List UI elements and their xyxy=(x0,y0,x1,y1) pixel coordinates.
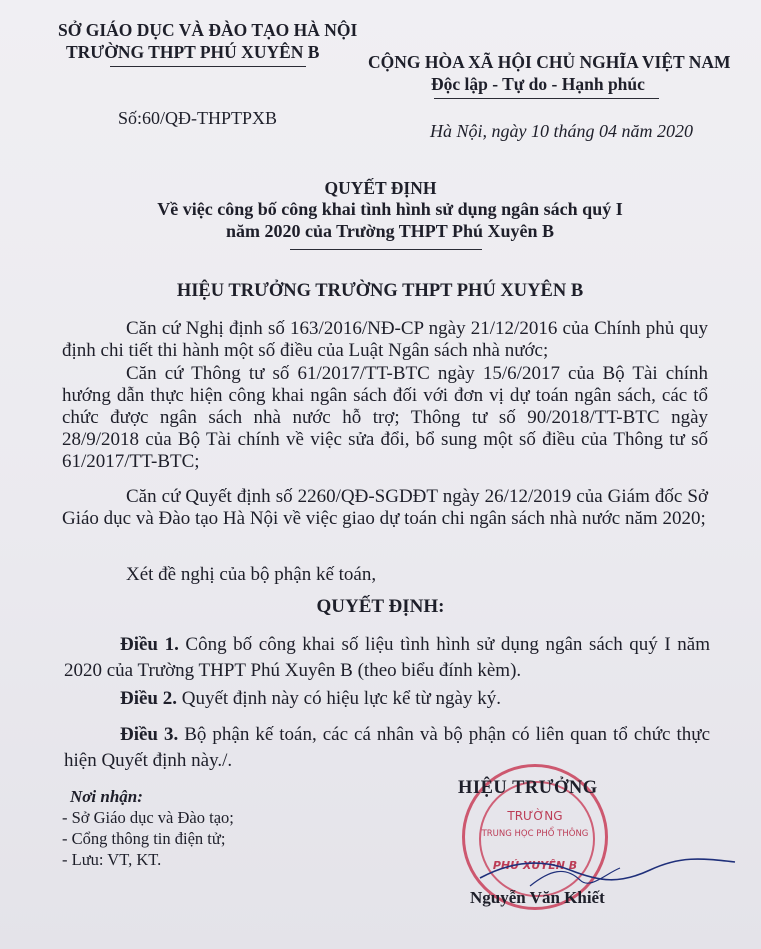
recipients-title: Nơi nhận: xyxy=(70,787,143,806)
place-date: Hà Nội, ngày 10 tháng 04 năm 2020 xyxy=(430,121,693,141)
recipient-item: - Sở Giáo dục và Đào tạo; xyxy=(62,808,234,827)
recipient-item: - Cổng thông tin điện tử; xyxy=(62,829,226,848)
legal-basis-2-text: Căn cứ Thông tư số 61/2017/TT-BTC ngày 15/6/2017 của Bộ Tài chính hướng dẫn thực hiện công khai ngân sách đối với đơn vị dự toán ngân sách, các tổ chức được ngân sách nhà nước hỗ trợ; Thông tư số 90/2018/TT-BTC ngày 28/9/2018 của Bộ Tài chính về việc sửa đổi, bổ sung một số điều của Thông tư số 61/2017/TT-BTC; xyxy=(62,363,708,472)
article-2-text: Quyết định này có hiệu lực kể từ ngày ký. xyxy=(177,688,501,709)
legal-basis-3-text: Căn cứ Quyết định số 2260/QĐ-SGDĐT ngày 26/12/2019 của Giám đốc Sở Giáo dục và Đào tạo Hà Nội về việc giao dự toán chi ngân sách nhà nước năm 2020; xyxy=(62,486,708,529)
national-motto: Độc lập - Tự do - Hạnh phúc xyxy=(431,74,645,94)
article-1-text: Công bố công khai số liệu tình hình sử dụng ngân sách quý I năm 2020 của Trường THPT Phú Xuyên B (theo biểu đính kèm). xyxy=(64,634,711,681)
decision-heading: QUYẾT ĐỊNH: xyxy=(316,596,445,617)
proposal-basis-text: Xét đề nghị của bộ phận kế toán, xyxy=(126,564,377,585)
seal-text-line-3: PHÚ XUYÊN B xyxy=(492,859,578,872)
article-3 xyxy=(64,722,710,774)
department-name: SỞ GIÁO DỤC VÀ ĐÀO TẠO HÀ NỘI xyxy=(58,20,358,40)
school-name: TRƯỜNG THPT PHÚ XUYÊN B xyxy=(66,42,320,62)
seal-text-line-1: TRƯỜNG xyxy=(507,809,563,823)
school-underline xyxy=(110,66,306,67)
national-title: CỘNG HÒA XÃ HỘI CHỦ NGHĨA VIỆT NAM xyxy=(368,52,731,72)
legal-basis-2 xyxy=(62,363,708,473)
recipient-item: - Lưu: VT, KT. xyxy=(62,850,162,869)
article-1-label: Điều 1. xyxy=(120,634,179,655)
article-1 xyxy=(64,632,710,684)
issuing-authority: HIỆU TRƯỞNG TRƯỜNG THPT PHÚ XUYÊN B xyxy=(176,281,584,301)
article-2 xyxy=(64,688,710,710)
document-number: Số:60/QĐ-THPTPXB xyxy=(118,108,278,128)
proposal-basis xyxy=(62,564,708,586)
decision-subject-line-1: Về việc công bố công khai tình hình sử dụng ngân sách quý I xyxy=(157,199,623,219)
article-3-text: Bộ phận kế toán, các cá nhân và bộ phận có liên quan tổ chức thực hiện Quyết định này./. xyxy=(64,724,710,771)
motto-underline xyxy=(434,98,659,99)
decision-title: QUYẾT ĐỊNH xyxy=(324,178,437,198)
decision-subject-line-2: năm 2020 của Trường THPT Phú Xuyên B xyxy=(225,221,554,241)
article-3-label: Điều 3. xyxy=(120,724,179,745)
title-underline xyxy=(290,249,482,250)
article-2-label: Điều 2. xyxy=(120,688,177,709)
legal-basis-1-text: Căn cứ Nghị định số 163/2016/NĐ-CP ngày 21/12/2016 của Chính phủ quy định chi tiết thi hành một số điều của Luật Ngân sách nhà nước; xyxy=(62,318,708,361)
signer-title: HIỆU TRƯỞNG xyxy=(458,778,598,798)
signer-name: Nguyễn Văn Khiết xyxy=(470,888,605,907)
legal-basis-1 xyxy=(62,318,708,362)
legal-basis-3 xyxy=(62,486,708,530)
seal-text-line-2: TRUNG HỌC PHỔ THÔNG xyxy=(481,829,589,839)
